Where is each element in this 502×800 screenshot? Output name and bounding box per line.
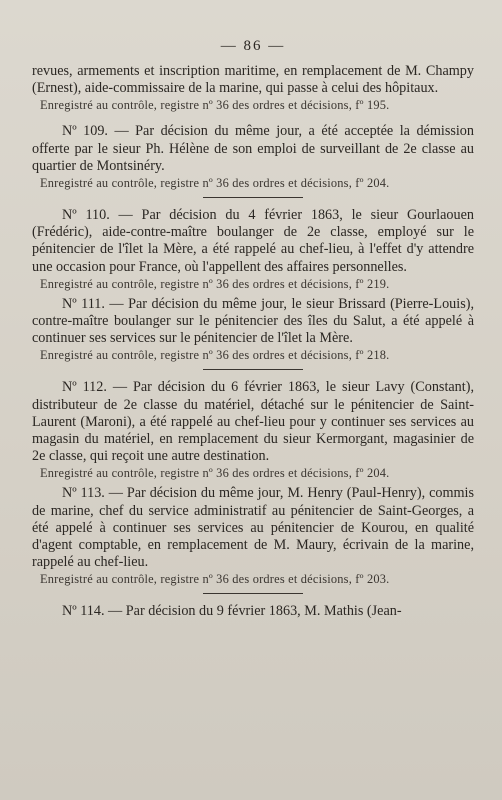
registration-note: Enregistré au contrôle, registre nº 36 des ordres et décisions, fº 195. xyxy=(40,98,390,113)
continuation-text: revues, armements et inscription maritime, en remplacement de M. Champy (Ernest), aide-commissaire de la marine, qui passe à celui des hôpitaux. xyxy=(32,63,474,97)
decision-entry-113: Nº 113. — Par décision du même jour, M. Henry (Paul-Henry), commis de marine, chef du service administratif au pénitencier de Saint-Georges, a été appelé à continuer ses services au pénitencier de Kourou, en qualité d'agent comptable, en remplacement de M. Maury, écrivain de la marine, rappelé au chef-lieu. xyxy=(32,485,474,571)
decision-entry-110: Nº 110. — Par décision du 4 février 1863, le sieur Gourlaouen (Frédéric), aide-contre-maître boulanger de 2e classe, employé sur le pénitencier de l'îlet la Mère, a été rappelé au chef-lieu, à l'effet d'y attendre une occasion pour France, où l'appellent des affaires personnelles. xyxy=(32,207,474,275)
page-body xyxy=(32,63,474,621)
decision-entry-112: Nº 112. — Par décision du 6 février 1863, le sieur Lavy (Constant), distributeur de 2e classe du matériel, détaché sur le pénitencier de Saint-Laurent (Maroni), a été rappelé au chef-lieu pour y continuer ses services au magasin du matériel, en remplacement du sieur Kermorgant, magasinier de 2e classe, qui reçoit une autre destination. xyxy=(32,379,474,465)
section-divider xyxy=(203,369,303,370)
registration-note: Enregistré au contrôle, registre nº 36 des ordres et décisions, fº 218. xyxy=(40,348,390,363)
decision-entry-111: Nº 111. — Par décision du même jour, le sieur Brissard (Pierre-Louis), contre-maître boulanger sur le pénitencier des îles du Salut, a été appelé à continuer ses services sur le pénitencier de l'îlet la Mère. xyxy=(32,295,474,347)
registration-note: Enregistré au contrôle, registre nº 36 des ordres et décisions, fº 203. xyxy=(40,572,390,587)
section-divider xyxy=(203,593,303,594)
registration-note: Enregistré au contrôle, registre nº 36 des ordres et décisions, fº 204. xyxy=(40,466,390,481)
registration-note: Enregistré au contrôle, registre nº 36 des ordres et décisions, fº 219. xyxy=(40,276,390,291)
decision-entry-114: Nº 114. — Par décision du 9 février 1863, M. Mathis (Jean- xyxy=(62,603,402,620)
decision-entry-109: Nº 109. — Par décision du même jour, a été acceptée la démission offerte par le sieur Ph. Hélène de son emploi de surveillant de 2e classe au quartier de Montsinéry. xyxy=(32,123,474,174)
page-number: — 86 — xyxy=(220,38,286,54)
section-divider xyxy=(203,197,303,198)
registration-note: Enregistré au contrôle, registre nº 36 des ordres et décisions, fº 204. xyxy=(40,176,390,191)
